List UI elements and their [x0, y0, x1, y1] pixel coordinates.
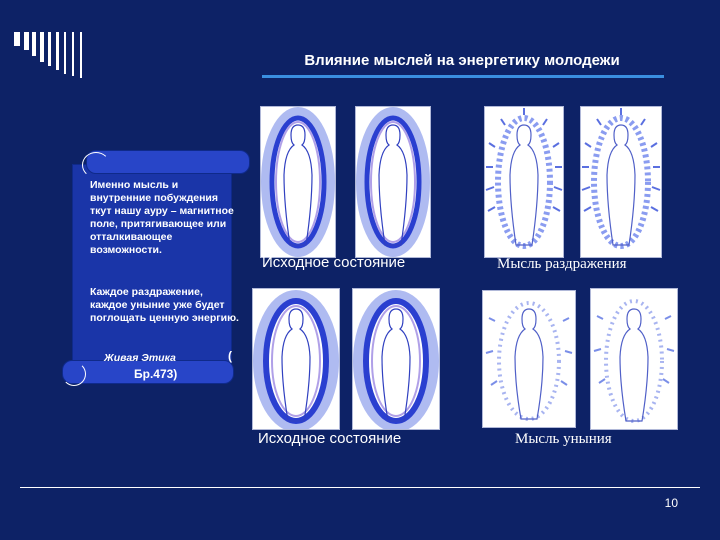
page-number: 10 — [664, 496, 678, 510]
aura-image-irritation-2 — [580, 106, 662, 258]
caption-initial-bottom: Исходное состояние — [258, 430, 402, 447]
scroll-paren: ( — [228, 349, 232, 363]
scroll-reference: Бр.473) — [134, 367, 178, 381]
caption-initial-top: Исходное состояние — [262, 254, 406, 271]
aura-image-despondency-1 — [482, 290, 576, 428]
caption-irritation: Мысль раздражения — [497, 256, 627, 272]
aura-image-irritation-1 — [484, 106, 564, 258]
scroll-source: Живая Этика — [104, 352, 176, 364]
slide-title: Влияние мыслей на энергетику молодежи — [304, 52, 620, 69]
scroll-paragraph-2: Каждое раздражение, каждое уныние уже будет поглощать ценную энергию. — [90, 286, 239, 324]
scroll-paragraph-1: Именно мысль и внутренние побуждения ткут нашу ауру – магнитное поле, притягивающее или отталкивающее возможности. — [90, 179, 234, 256]
caption-despondency: Мысль уныния — [515, 431, 612, 447]
aura-image-initial-1 — [260, 106, 336, 258]
title-underline — [262, 75, 664, 78]
aura-image-initial-4 — [352, 288, 440, 430]
aura-image-initial-3 — [252, 288, 340, 430]
footer-divider — [20, 487, 700, 488]
aura-image-despondency-2 — [590, 288, 678, 430]
aura-image-initial-2 — [355, 106, 431, 258]
